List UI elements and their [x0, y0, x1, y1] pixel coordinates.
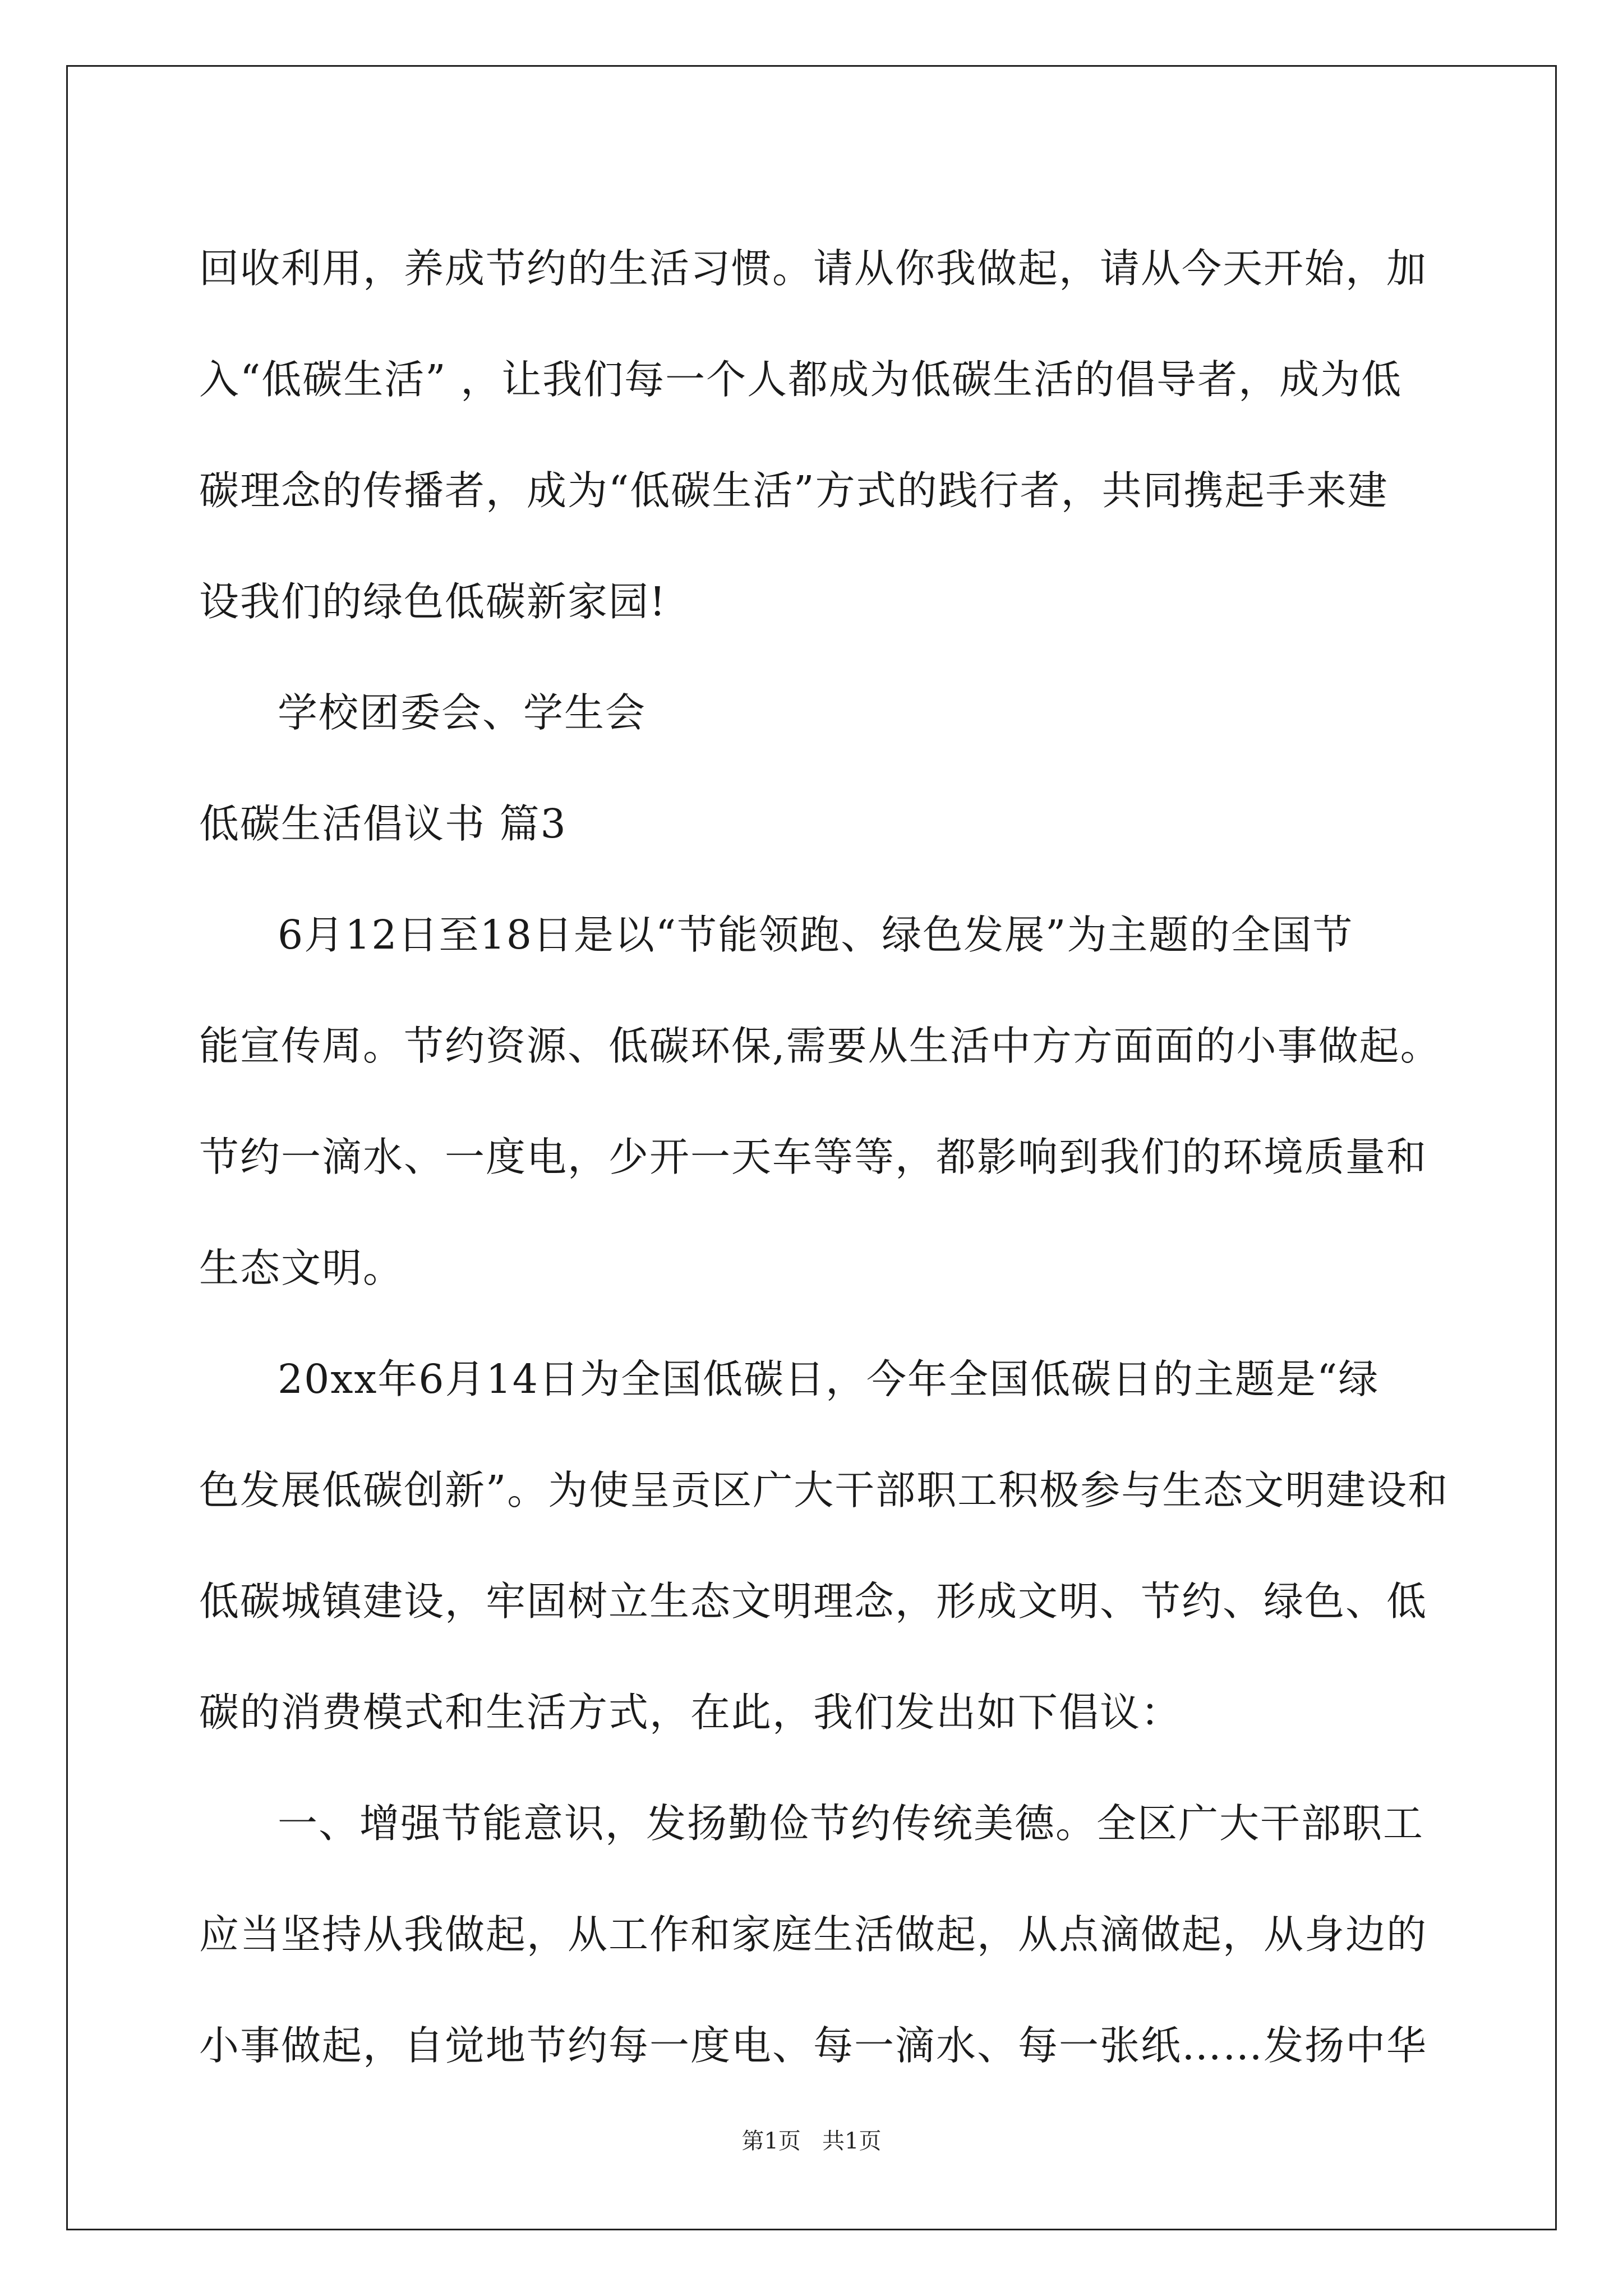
paragraph-paragraph-proposal-one	[199, 1768, 1433, 2101]
page-footer: 第1页 共1页	[741, 2128, 882, 2154]
document-body	[199, 213, 1449, 2101]
text-line: 能宣传周。节约资源、低碳环保,需要从生活中方方面面的小事做起。	[199, 1023, 1441, 1069]
text-line: 色发展低碳创新”。为使呈贡区广大干部职工积极参与生态文明建设和	[199, 1467, 1449, 1513]
text-line: 碳理念的传播者，成为“低碳生活”方式的践行者，共同携起手来建	[199, 467, 1389, 514]
paragraph-section-heading	[199, 769, 1433, 880]
text-line: 6月12日至18日是以“节能领跑、绿色发展”为主题的全国节	[278, 912, 1354, 958]
text-line: 节约一滴水、一度电，少开一天车等等，都影响到我们的环境质量和	[199, 1134, 1428, 1180]
text-line: 小事做起，自觉地节约每一度电、每一滴水、每一张纸……发扬中华	[199, 2022, 1428, 2069]
text-line: 低碳城镇建设，牢固树立生态文明理念，形成文明、节约、绿色、低	[199, 1578, 1428, 1625]
text-line: 应当坚持从我做起，从工作和家庭生活做起，从点滴做起，从身边的	[199, 1911, 1428, 1958]
text-line: 回收利用，养成节约的生活习惯。请从你我做起，请从今天开始，加	[199, 245, 1428, 292]
paragraph-closing-paragraph	[199, 213, 1433, 657]
text-line: 碳的消费模式和生活方式，在此，我们发出如下倡议：	[199, 1689, 1182, 1736]
paragraph-paragraph-energy-week	[199, 880, 1441, 1324]
text-line: 生态文明。	[199, 1245, 404, 1291]
text-line: 20xx年6月14日为全国低碳日，今年全国低碳日的主题是“绿	[278, 1356, 1380, 1402]
text-line: 学校团委会、学生会	[278, 689, 647, 736]
text-line: 低碳生活倡议书 篇3	[199, 800, 567, 847]
paragraph-paragraph-low-carbon-day	[199, 1324, 1449, 1768]
text-line: 入“低碳生活” ，让我们每一个人都成为低碳生活的倡导者，成为低	[199, 356, 1403, 403]
text-line: 设我们的绿色低碳新家园!	[199, 578, 667, 625]
text-line: 一、增强节能意识，发扬勤俭节约传统美德。全区广大干部职工	[278, 1800, 1424, 1847]
paragraph-signature	[199, 657, 1433, 769]
